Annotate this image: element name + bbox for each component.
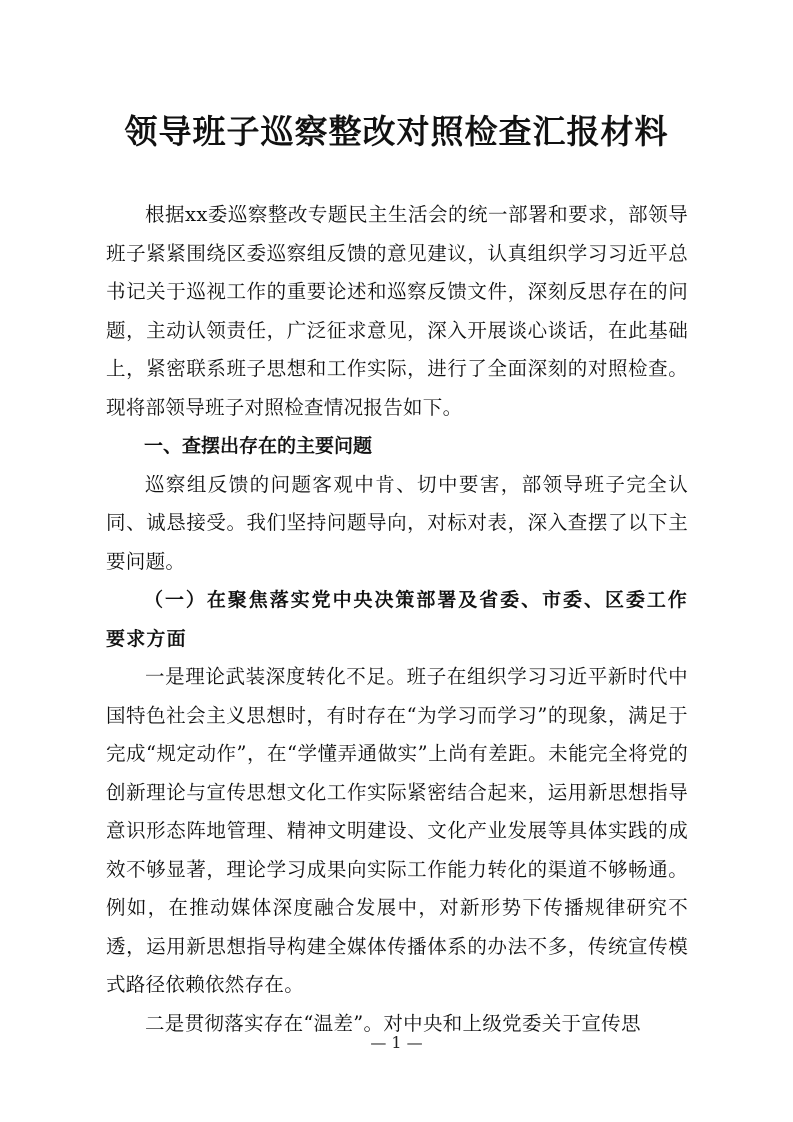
subsection-heading: （一）在聚焦落实党中央决策部署及省委、市委、区委工作要求方面 — [106, 589, 688, 650]
point-one-lead: 一是 — [145, 665, 186, 688]
intro-paragraph: 根据xx委巡察整改专题民主生活会的统一部署和要求，部领导班子紧紧围绕区委巡察组反馈的意见建议，认真组织学习习近平总书记关于巡视工作的重要论述和巡察反馈文件，深刻反思存在的问题，主动认领责任，广泛征求意见，深入开展谈心谈话，在此基础上，紧密联系班子思想和工作实际，进行了全面深刻的对照检查。现将部领导班子对照检查情况报告如下。 — [106, 203, 688, 419]
point-one-text: 理论武装深度转化不足。班子在组织学习习近平新时代中国特色社会主义思想时，有时存在“为学习而学习”的现象，满足于完成“规定动作”，在“学懂弄通做实”上尚有差距。未能完全将党的创新理论与宣传思想文化工作实际紧密结合起来，运用新思想指导意识形态阵地管理、精神文明建设、文化产业发展等具体实践的成效不够显著，理论学习成果向实际工作能力转化的渠道不够畅通。例如，在推动媒体深度融合发展中，对新形势下传播规律研究不透，运用新思想指导构建全媒体传播体系的办法不多，传统宣传模式路径依赖依然存在。 — [106, 665, 688, 996]
section-intro-paragraph: 巡察组反馈的问题客观中肯、切中要害，部领导班子完全认同、诚恳接受。我们坚持问题导向，对标对表，深入查摆了以下主要问题。 — [106, 472, 688, 573]
point-two-lead: 二是 — [145, 1011, 185, 1035]
point-two-text: 贯彻落实存在“温差”。对中央和上级党委关于宣传思 — [184, 1011, 641, 1035]
document-title: 领导班子巡察整改对照检查汇报材料 — [124, 112, 669, 151]
document-body — [106, 196, 688, 1043]
point-one-paragraph — [106, 658, 688, 1005]
section-heading: 一、查摆出存在的主要问题 — [144, 435, 373, 457]
page-number: — 1 — — [370, 1033, 423, 1052]
